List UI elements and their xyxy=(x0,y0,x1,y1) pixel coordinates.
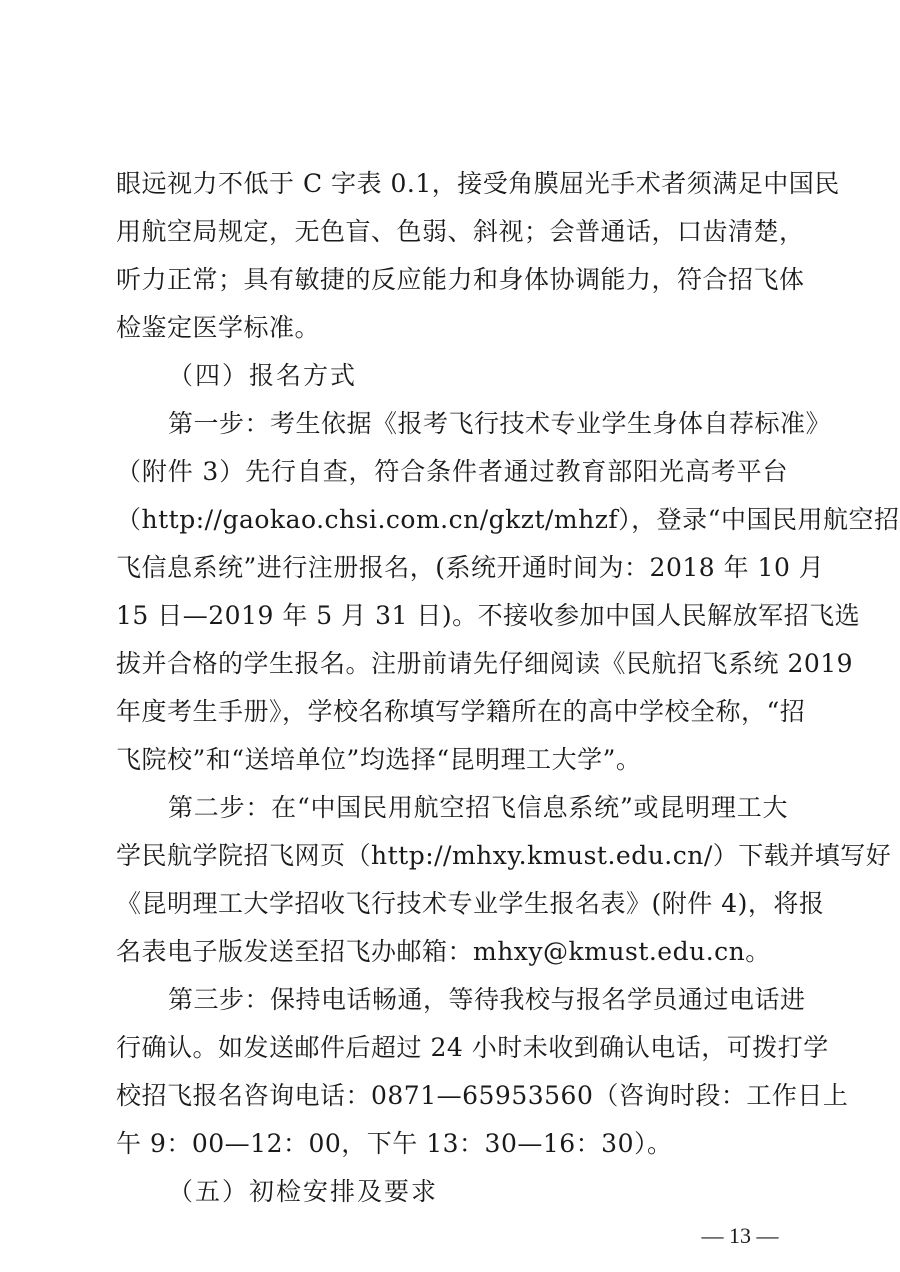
step2-line: 名表电子版发送至招飞办邮箱：mhxy@kmust.edu.cn。 xyxy=(116,937,771,966)
step1-line: 飞信息系统”进行注册报名，(系统开通时间为：2018 年 10 月 xyxy=(116,553,825,582)
step1-line: 飞院校”和“送培单位”均选择“昆明理工大学”。 xyxy=(116,745,642,774)
step2-line: 学民航学院招飞网页（http://mhxy.kmust.edu.cn/）下载并填写好 xyxy=(116,841,892,870)
section-heading-registration: （四）报名方式 xyxy=(168,361,358,390)
section-heading-initial-check: （五）初检安排及要求 xyxy=(168,1177,439,1206)
paragraph-line: 眼远视力不低于 C 字表 0.1，接受角膜屈光手术者须满足中国民 xyxy=(116,169,840,198)
step3-line: 行确认。如发送邮件后超过 24 小时未收到确认电话，可拨打学 xyxy=(116,1033,829,1062)
paragraph-line: 听力正常；具有敏捷的反应能力和身体协调能力，符合招飞体 xyxy=(116,265,805,294)
paragraph-line: 用航空局规定，无色盲、色弱、斜视；会普通话，口齿清楚， xyxy=(116,217,805,246)
step1-line: 15 日—2019 年 5 月 31 日)。不接收参加中国人民解放军招飞选 xyxy=(116,601,861,630)
step3-line: 第三步：保持电话畅通，等待我校与报名学员通过电话进 xyxy=(168,985,806,1014)
step1-line: 第一步：考生依据《报考飞行技术专业学生身体自荐标准》 xyxy=(168,409,832,438)
step2-line: 《昆明理工大学招收飞行技术专业学生报名表》(附件 4)，将报 xyxy=(116,889,825,918)
page-number: — 13 — xyxy=(701,1223,779,1248)
step1-line: 年度考生手册》，学校名称填写学籍所在的高中学校全称，“招 xyxy=(116,697,806,726)
step1-line: （附件 3）先行自查，符合条件者通过教育部阳光高考平台 xyxy=(116,457,788,486)
step3-line: 午 9：00—12：00，下午 13：30—16：30）。 xyxy=(116,1129,673,1158)
step1-line: 拔并合格的学生报名。注册前请先仔细阅读《民航招飞系统 2019 xyxy=(116,649,854,678)
step2-line: 第二步：在“中国民用航空招飞信息系统”或昆明理工大 xyxy=(168,793,788,822)
step1-line: （http://gaokao.chsi.com.cn/gkzt/mhzf），登录“中国民用航空招 xyxy=(116,505,900,534)
paragraph-line: 检鉴定医学标准。 xyxy=(116,313,321,342)
step3-line: 校招飞报名咨询电话：0871—65953560（咨询时段：工作日上 xyxy=(116,1081,849,1110)
